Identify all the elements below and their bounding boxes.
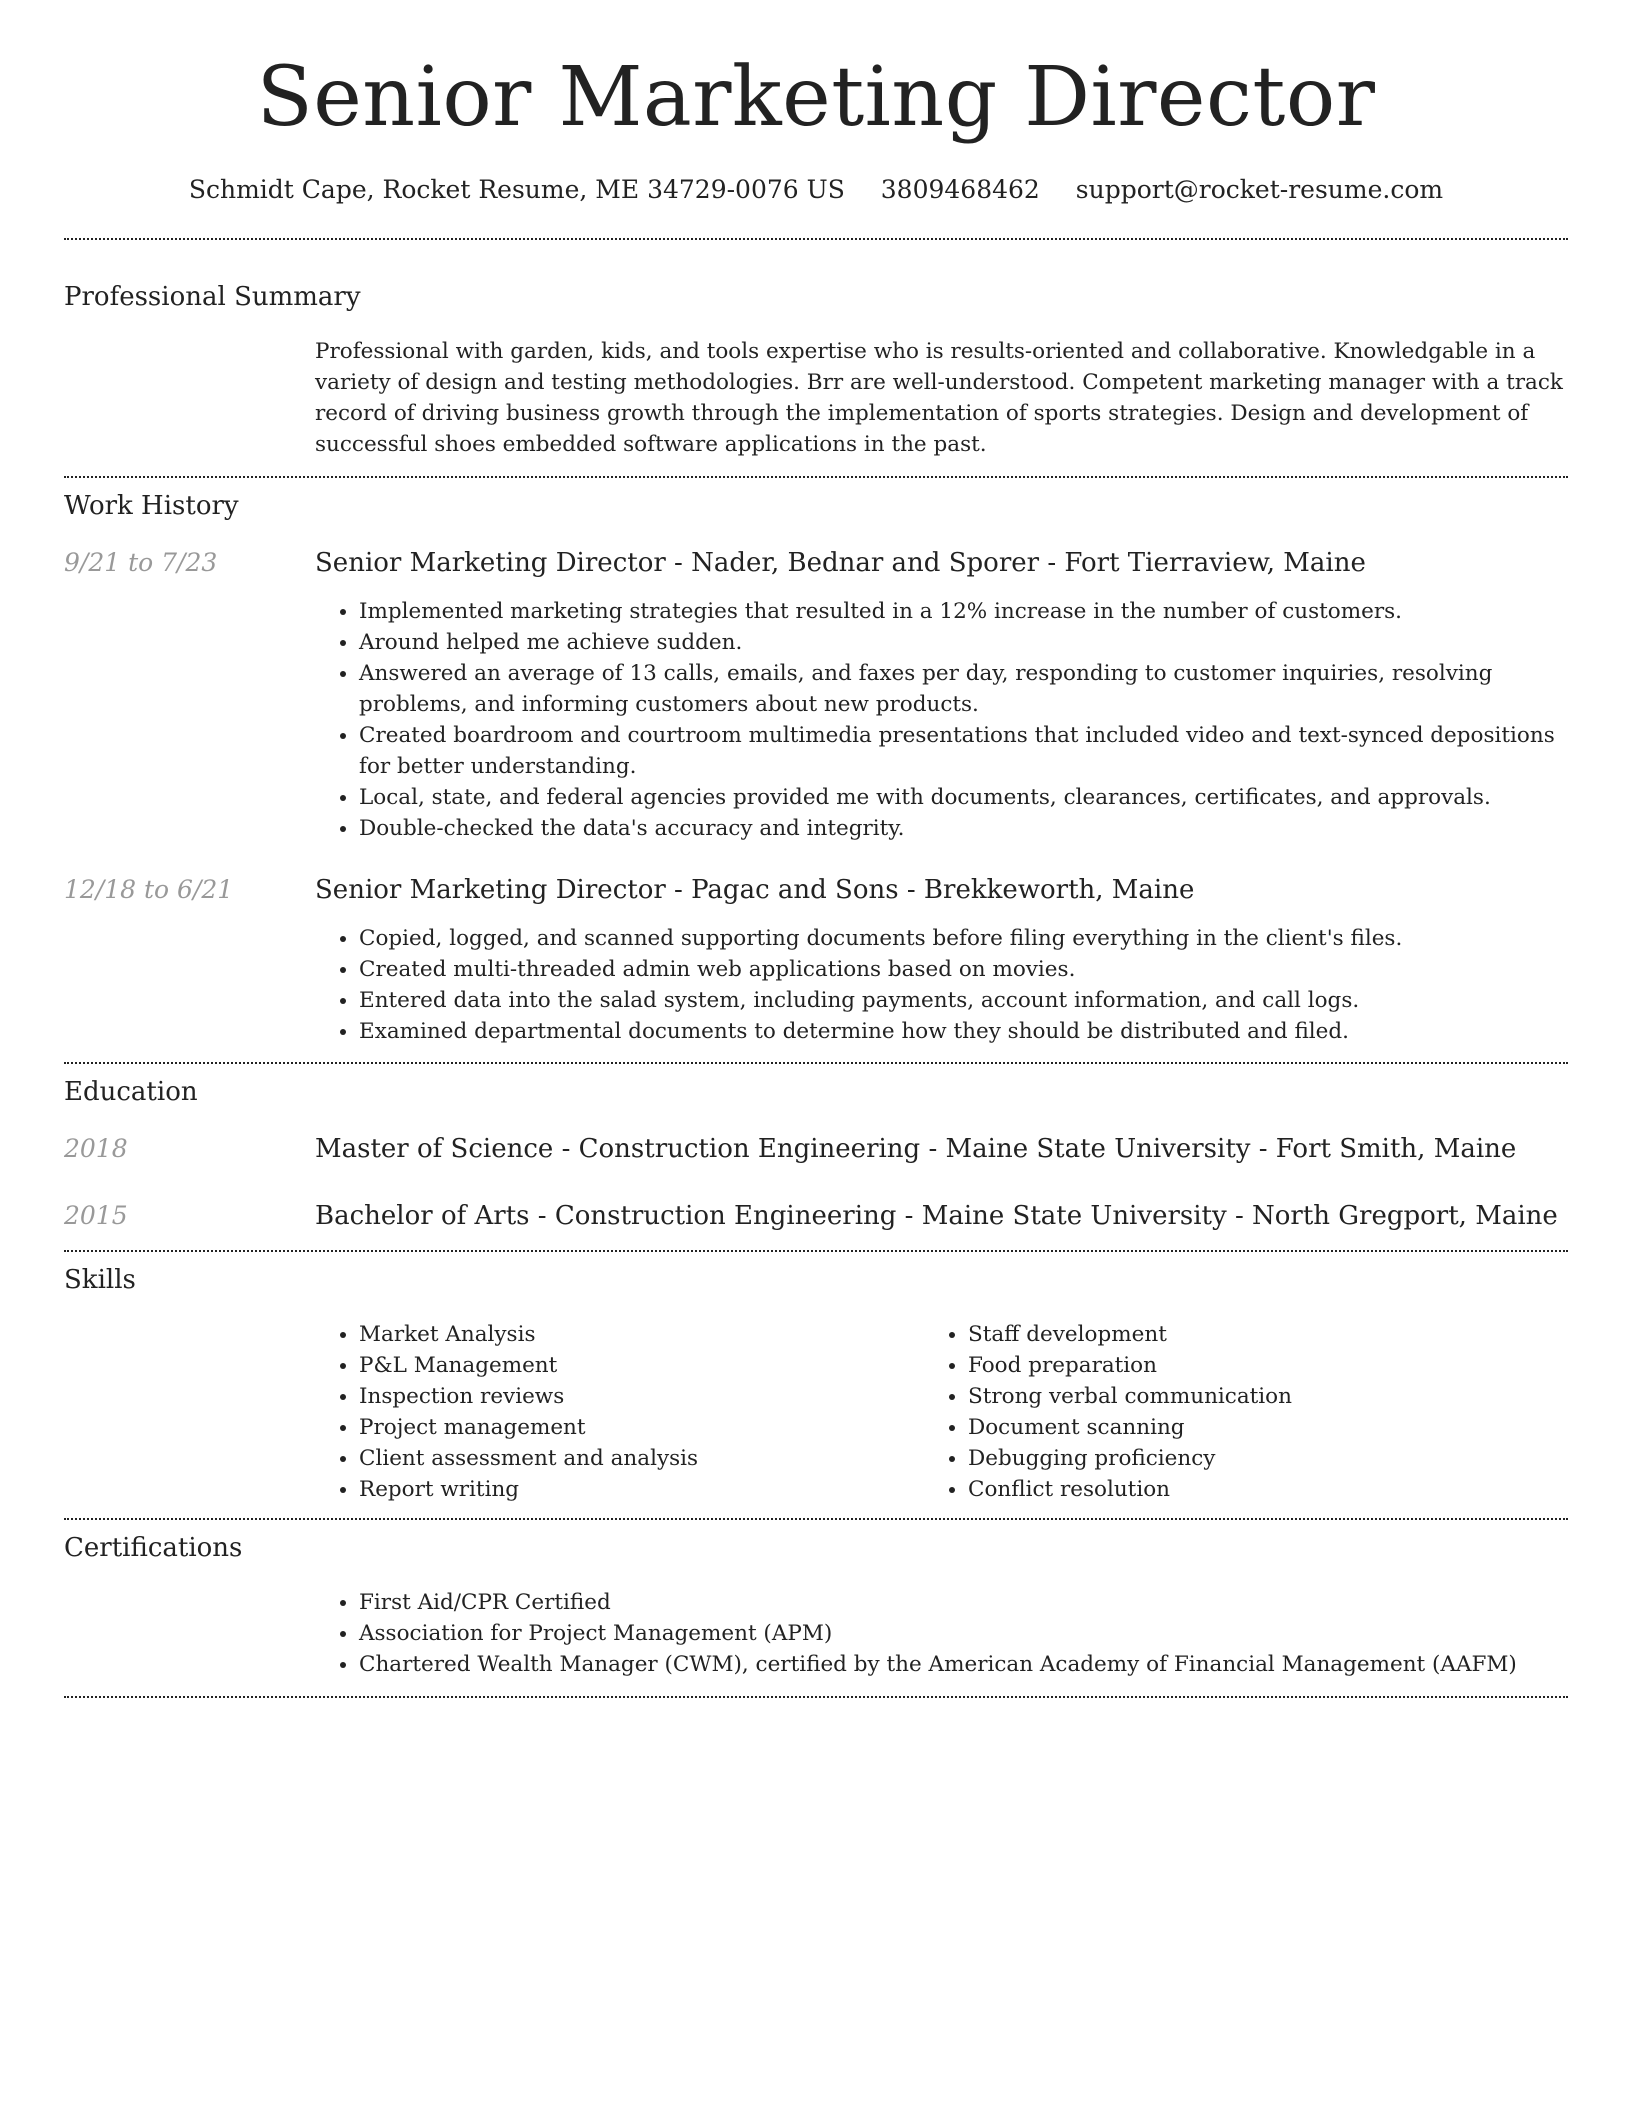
list-item: • Market Analysis (359, 1319, 919, 1350)
job-dates: 12/18 to 6/21 (64, 875, 234, 904)
divider (64, 1696, 1568, 1698)
job-title: Senior Marketing Director - Pagac and Sons - Brekkeworth, Maine (315, 875, 1195, 905)
list-item: • Strong verbal communication (968, 1381, 1568, 1412)
divider (64, 476, 1568, 478)
list-item: • Association for Project Management (APM) (359, 1618, 1565, 1649)
section-title-skills: Skills (64, 1265, 136, 1295)
list-item: • Project management (359, 1412, 919, 1443)
list-item: • Answered an average of 13 calls, emails, and faxes per day, responding to customer inquiries, resolving problems, and informing customers about new products. (359, 658, 1565, 720)
list-item: • Debugging proficiency (968, 1443, 1568, 1474)
list-item: • P&L Management (359, 1350, 919, 1381)
education-year: 2018 (64, 1134, 128, 1163)
education-degree: Master of Science - Construction Engineering - Maine State University - Fort Smith, Maine (315, 1134, 1517, 1164)
job-dates: 9/21 to 7/23 (64, 548, 218, 577)
section-title-education: Education (64, 1077, 198, 1107)
job-title: Senior Marketing Director - Nader, Bednar and Sporer - Fort Tierraview, Maine (315, 548, 1366, 578)
list-item: • Entered data into the salad system, including payments, account information, and call logs. (359, 985, 1565, 1016)
resume-name: Senior Marketing Director (256, 50, 1376, 145)
list-item: • Document scanning (968, 1412, 1568, 1443)
list-item: • Around helped me achieve sudden. (359, 627, 1565, 658)
list-item: • Client assessment and analysis (359, 1443, 919, 1474)
list-item: • Created multi-threaded admin web applications based on movies. (359, 954, 1565, 985)
list-item: • Food preparation (968, 1350, 1568, 1381)
list-item: • Double-checked the data's accuracy and integrity. (359, 813, 1565, 844)
divider (64, 1518, 1568, 1520)
divider (64, 1062, 1568, 1064)
section-title-summary: Professional Summary (64, 282, 361, 312)
contact-email: support@rocket-resume.com (1075, 175, 1444, 204)
section-title-work-history: Work History (64, 491, 239, 521)
education-degree: Bachelor of Arts - Construction Engineering - Maine State University - North Gregport, Maine (315, 1201, 1558, 1231)
list-item: • Copied, logged, and scanned supporting documents before filing everything in the client's files. (359, 923, 1565, 954)
skills-list-left (315, 1319, 919, 1505)
certifications-list (315, 1587, 1565, 1680)
list-item: • Implemented marketing strategies that resulted in a 12% increase in the number of customers. (359, 596, 1565, 627)
list-item: • Chartered Wealth Manager (CWM), certified by the American Academy of Financial Management (AAFM) (359, 1649, 1565, 1680)
section-title-certifications: Certifications (64, 1533, 243, 1563)
list-item: • Report writing (359, 1474, 919, 1505)
list-item: • Created boardroom and courtroom multimedia presentations that included video and text-synced depositions for better understanding. (359, 720, 1565, 782)
education-year: 2015 (64, 1201, 128, 1230)
contact-address: Schmidt Cape, Rocket Resume, ME 34729-0076 US (188, 175, 845, 204)
summary-text: Professional with garden, kids, and tools expertise who is results-oriented and collaborative. Knowledgable in a variety of design and testing methodologies. Brr are well-understood. Competent marketing manager with a track record of driving business growth through the implementation of sports strategies. Design and development of successful shoes embedded software applications in the past. (315, 339, 1563, 457)
contact-line (64, 170, 1568, 210)
contact-phone: 3809468462 (880, 175, 1040, 204)
list-item: • First Aid/CPR Certified (359, 1587, 1565, 1618)
list-item: • Examined departmental documents to determine how they should be distributed and filed. (359, 1016, 1565, 1047)
job-bullets (315, 923, 1565, 1047)
skills-list-right (924, 1319, 1568, 1505)
list-item: • Conflict resolution (968, 1474, 1568, 1505)
list-item: • Staff development (968, 1319, 1568, 1350)
list-item: • Local, state, and federal agencies provided me with documents, clearances, certificates, and approvals. (359, 782, 1565, 813)
job-bullets (315, 596, 1565, 844)
divider (64, 1250, 1568, 1252)
list-item: • Inspection reviews (359, 1381, 919, 1412)
divider (64, 238, 1568, 240)
